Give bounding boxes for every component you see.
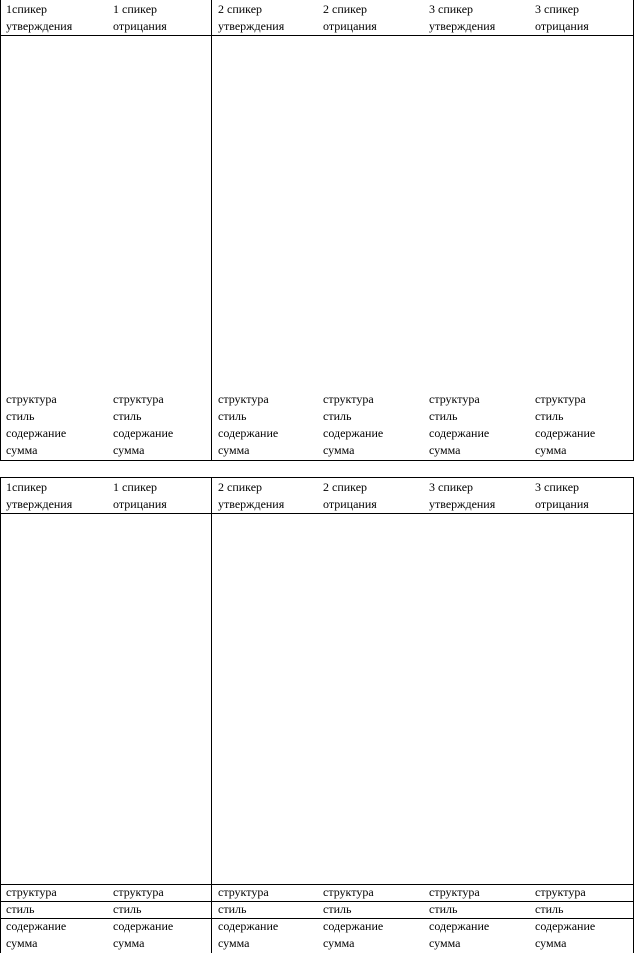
header-cell-speaker-2-negative: 2 спикер отрицания <box>323 2 377 33</box>
header-cell-speaker-2-affirmative: 2 спикер утверждения <box>218 480 285 511</box>
criteria-list: структура стиль содержание сумма <box>218 392 279 457</box>
criteria-list: структура стиль содержание сумма <box>535 885 596 950</box>
header-cell-speaker-3-negative: 3 спикер отрицания <box>535 2 589 33</box>
header-divider <box>1 513 633 514</box>
header-cell-speaker-1-negative: 1 спикер отрицания <box>113 2 167 33</box>
criteria-list: структура стиль содержание сумма <box>429 392 490 457</box>
ballot-sheet-2 <box>0 477 634 953</box>
header-cell-speaker-2-negative: 2 спикер отрицания <box>323 480 377 511</box>
header-cell-speaker-1-affirmative: 1спикер утверждения <box>6 480 73 511</box>
criteria-list: структура стиль содержание сумма <box>218 885 279 950</box>
header-cell-speaker-1-affirmative: 1спикер утверждения <box>6 2 73 33</box>
criteria-list: структура стиль содержание сумма <box>429 885 490 950</box>
criteria-list: структура стиль содержание сумма <box>323 392 384 457</box>
criteria-list: структура стиль содержание сумма <box>535 392 596 457</box>
header-cell-speaker-3-negative: 3 спикер отрицания <box>535 480 589 511</box>
header-cell-speaker-1-negative: 1 спикер отрицания <box>113 480 167 511</box>
criteria-list: структура стиль содержание сумма <box>323 885 384 950</box>
criteria-list: структура стиль содержание сумма <box>113 392 174 457</box>
column-divider <box>211 0 212 460</box>
criteria-list: структура стиль содержание сумма <box>113 885 174 950</box>
criteria-list: структура стиль содержание сумма <box>6 885 67 950</box>
header-cell-speaker-3-affirmative: 3 спикер утверждения <box>429 2 496 33</box>
column-divider <box>211 478 212 953</box>
header-divider <box>1 35 633 36</box>
header-cell-speaker-3-affirmative: 3 спикер утверждения <box>429 480 496 511</box>
ballot-sheet-1 <box>0 0 634 461</box>
header-cell-speaker-2-affirmative: 2 спикер утверждения <box>218 2 285 33</box>
criteria-list: структура стиль содержание сумма <box>6 392 67 457</box>
